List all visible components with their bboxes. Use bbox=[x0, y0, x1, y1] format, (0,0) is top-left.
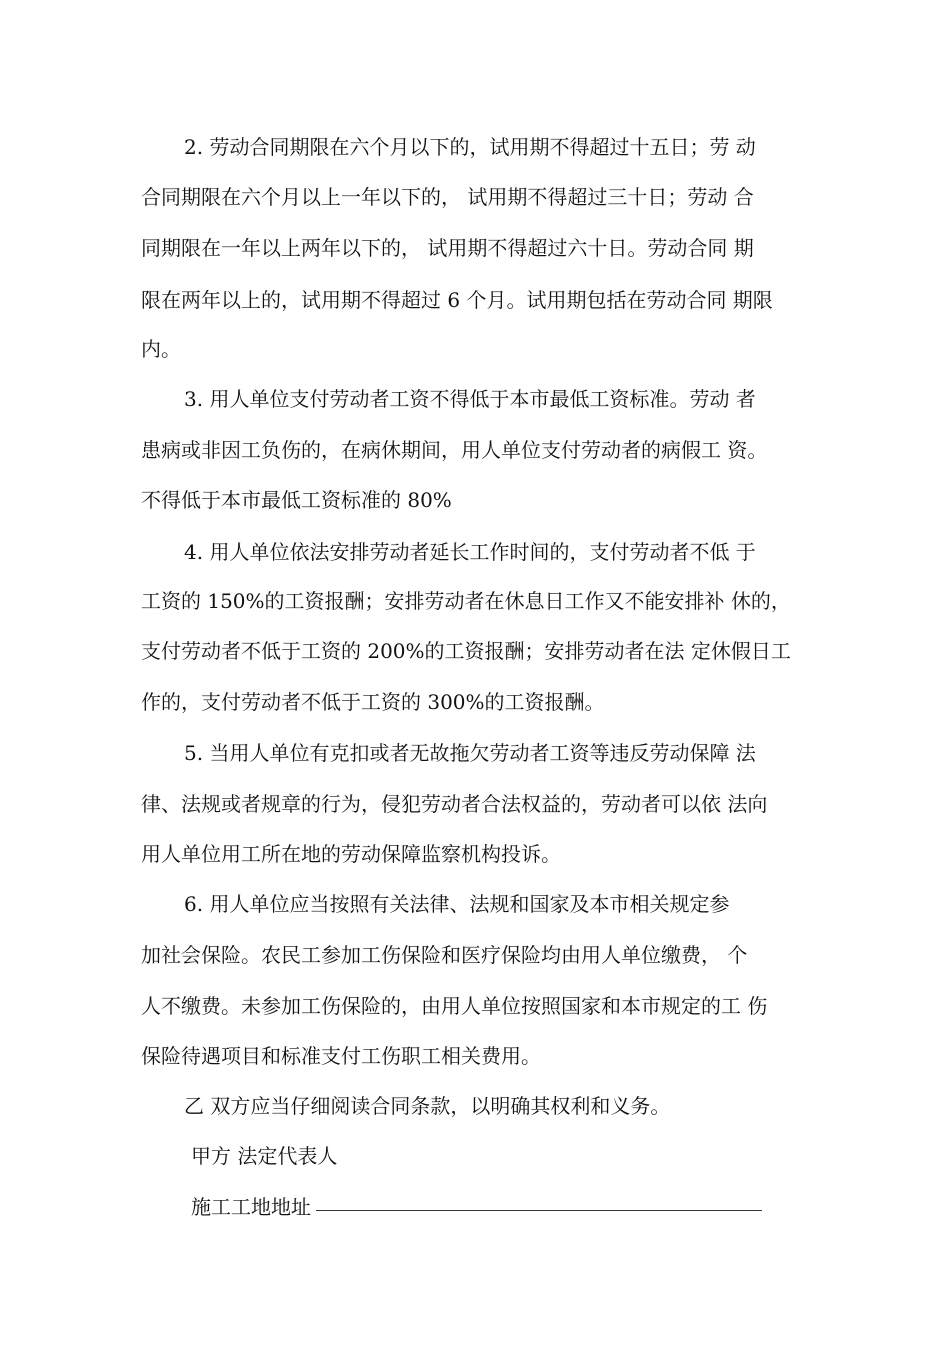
clause-2-line-1: 2. 劳动合同期限在六个月以下的，试用期不得超过十五日；劳 动 bbox=[184, 135, 756, 159]
clause-2-line-4: 限在两年以上的，试用期不得超过 6 个月。试用期包括在劳动合同 期限 bbox=[141, 288, 773, 312]
clause-4-line-3: 支付劳动者不低于工资的 200%的工资报酬；安排劳动者在法 定休假日工 bbox=[141, 639, 791, 663]
clause-6-line-4: 保险待遇项目和标准支付工伤职工相关费用。 bbox=[141, 1044, 541, 1068]
reading-notice: 乙 双方应当仔细阅读合同条款，以明确其权利和义务。 bbox=[184, 1094, 671, 1118]
clause-4-line-4: 作的，支付劳动者不低于工资的 300%的工资报酬。 bbox=[141, 690, 605, 714]
clause-6-line-3: 人不缴费。未参加工伤保险的，由用人单位按照国家和本市规定的工 伤 bbox=[141, 994, 768, 1018]
clause-5-line-1: 5. 当用人单位有克扣或者无故拖欠劳动者工资等违反劳动保障 法 bbox=[184, 741, 756, 765]
clause-5-line-2: 律、法规或者规章的行为，侵犯劳动者合法权益的，劳动者可以依 法向 bbox=[141, 792, 768, 816]
clause-6-line-1: 6. 用人单位应当按照有关法律、法规和国家及本市相关规定参 bbox=[184, 892, 730, 916]
clause-3-line-1: 3. 用人单位支付劳动者工资不得低于本市最低工资标准。劳动 者 bbox=[184, 387, 756, 411]
site-address-blank-line bbox=[316, 1210, 762, 1211]
clause-2-line-2: 合同期限在六个月以上一年以下的， 试用期不得超过三十日；劳动 合 bbox=[141, 185, 754, 209]
party-a-representative-label: 甲方 法定代表人 bbox=[191, 1144, 338, 1168]
clause-3-line-2: 患病或非因工负伤的，在病休期间，用人单位支付劳动者的病假工 资。 bbox=[141, 438, 768, 462]
clause-6-line-2: 加社会保险。农民工参加工伤保险和医疗保险均由用人单位缴费， 个 bbox=[141, 943, 748, 967]
clause-2-line-5: 内。 bbox=[141, 337, 181, 361]
clause-4-line-2: 工资的 150%的工资报酬；安排劳动者在休息日工作又不能安排补 休的， bbox=[141, 589, 791, 613]
clause-4-line-1: 4. 用人单位依法安排劳动者延长工作时间的，支付劳动者不低 于 bbox=[184, 540, 756, 564]
clause-2-line-3: 同期限在一年以上两年以下的， 试用期不得超过六十日。劳动合同 期 bbox=[141, 236, 754, 260]
site-address-label: 施工工地地址 bbox=[191, 1195, 311, 1219]
clause-3-line-3: 不得低于本市最低工资标准的 80% bbox=[141, 488, 452, 512]
clause-5-line-3: 用人单位用工所在地的劳动保障监察机构投诉。 bbox=[141, 842, 561, 866]
